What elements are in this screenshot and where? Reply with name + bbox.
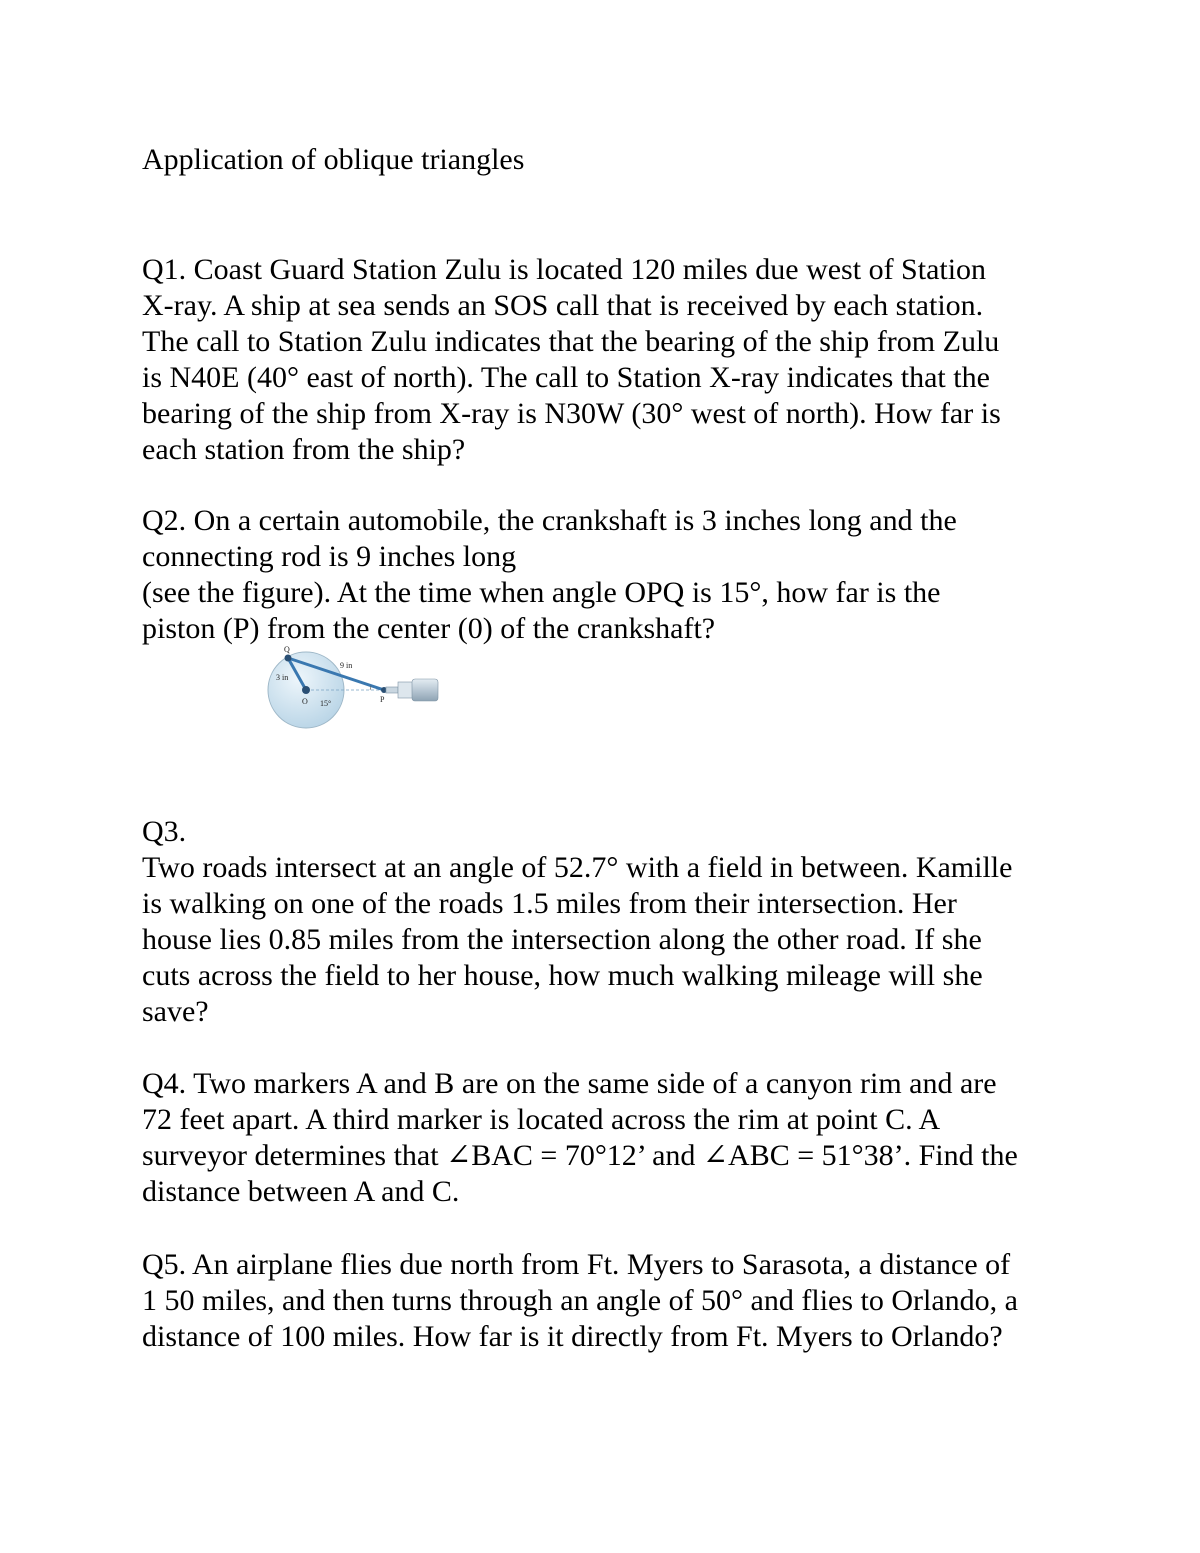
question-3 [142, 814, 1072, 1030]
piston-head [398, 682, 414, 698]
question-5-line: 1 50 miles, and then turns through an angle of 50° and flies to Orlando, a [142, 1284, 1018, 1317]
label-q: Q [284, 646, 290, 654]
question-3-line: Two roads intersect at an angle of 52.7° with a field in between. Kamille [142, 851, 1013, 884]
label-p: P [380, 695, 385, 704]
question-4-line: distance between A and C. [142, 1175, 460, 1208]
question-1-line: is N40E (40° east of north). The call to Station X-ray indicates that the [142, 361, 990, 394]
question-4-line: Q4. Two markers A and B are on the same side of a canyon rim and are [142, 1067, 997, 1100]
label-rod-length: 9 in [340, 661, 353, 670]
question-1-line: bearing of the ship from X-ray is N30W (30° west of north). How far is [142, 397, 1001, 430]
question-3-line: Q3. [142, 815, 187, 848]
question-1-line: Q1. Coast Guard Station Zulu is located 120 miles due west of Station [142, 253, 987, 286]
question-1-line: each station from the ship? [142, 433, 466, 466]
document-title: Application of oblique triangles [142, 143, 525, 176]
question-1-line: The call to Station Zulu indicates that the bearing of the ship from Zulu [142, 325, 1000, 358]
question-2 [142, 503, 1072, 647]
question-2-line: piston (P) from the center (0) of the crankshaft? [142, 612, 716, 645]
question-1 [142, 252, 1072, 468]
label-o: O [302, 697, 308, 706]
question-2-line: (see the figure). At the time when angle OPQ is 15°, how far is the [142, 576, 941, 609]
question-4-line: 72 feet apart. A third marker is located across the rim at point C. A [142, 1103, 941, 1136]
question-4 [142, 1066, 1072, 1210]
label-crank-length: 3 in [276, 673, 289, 682]
question-5-line: distance of 100 miles. How far is it directly from Ft. Myers to Orlando? [142, 1320, 1003, 1353]
question-5-line: Q5. An airplane flies due north from Ft. Myers to Sarasota, a distance of [142, 1248, 1011, 1281]
piston-rod [386, 687, 398, 693]
crankshaft-figure [248, 646, 448, 736]
question-3-line: is walking on one of the roads 1.5 miles from their intersection. Her [142, 887, 957, 920]
label-angle: 15° [320, 699, 332, 708]
question-4-line: surveyor determines that ∠BAC = 70°12’ and ∠ABC = 51°38’. Find the [142, 1139, 1018, 1172]
question-3-line: cuts across the field to her house, how much walking mileage will she [142, 959, 983, 992]
question-2-line: connecting rod is 9 inches long [142, 540, 517, 573]
question-2-line: Q2. On a certain automobile, the crankshaft is 3 inches long and the [142, 504, 957, 537]
question-3-line: house lies 0.85 miles from the intersection along the other road. If she [142, 923, 982, 956]
piston-cylinder [412, 679, 438, 701]
question-1-line: X-ray. A ship at sea sends an SOS call that is received by each station. [142, 289, 984, 322]
question-5 [142, 1247, 1072, 1355]
question-3-line: save? [142, 995, 209, 1028]
crankshaft-diagram [248, 646, 448, 736]
joint-o [302, 686, 310, 694]
joint-q [285, 655, 292, 662]
